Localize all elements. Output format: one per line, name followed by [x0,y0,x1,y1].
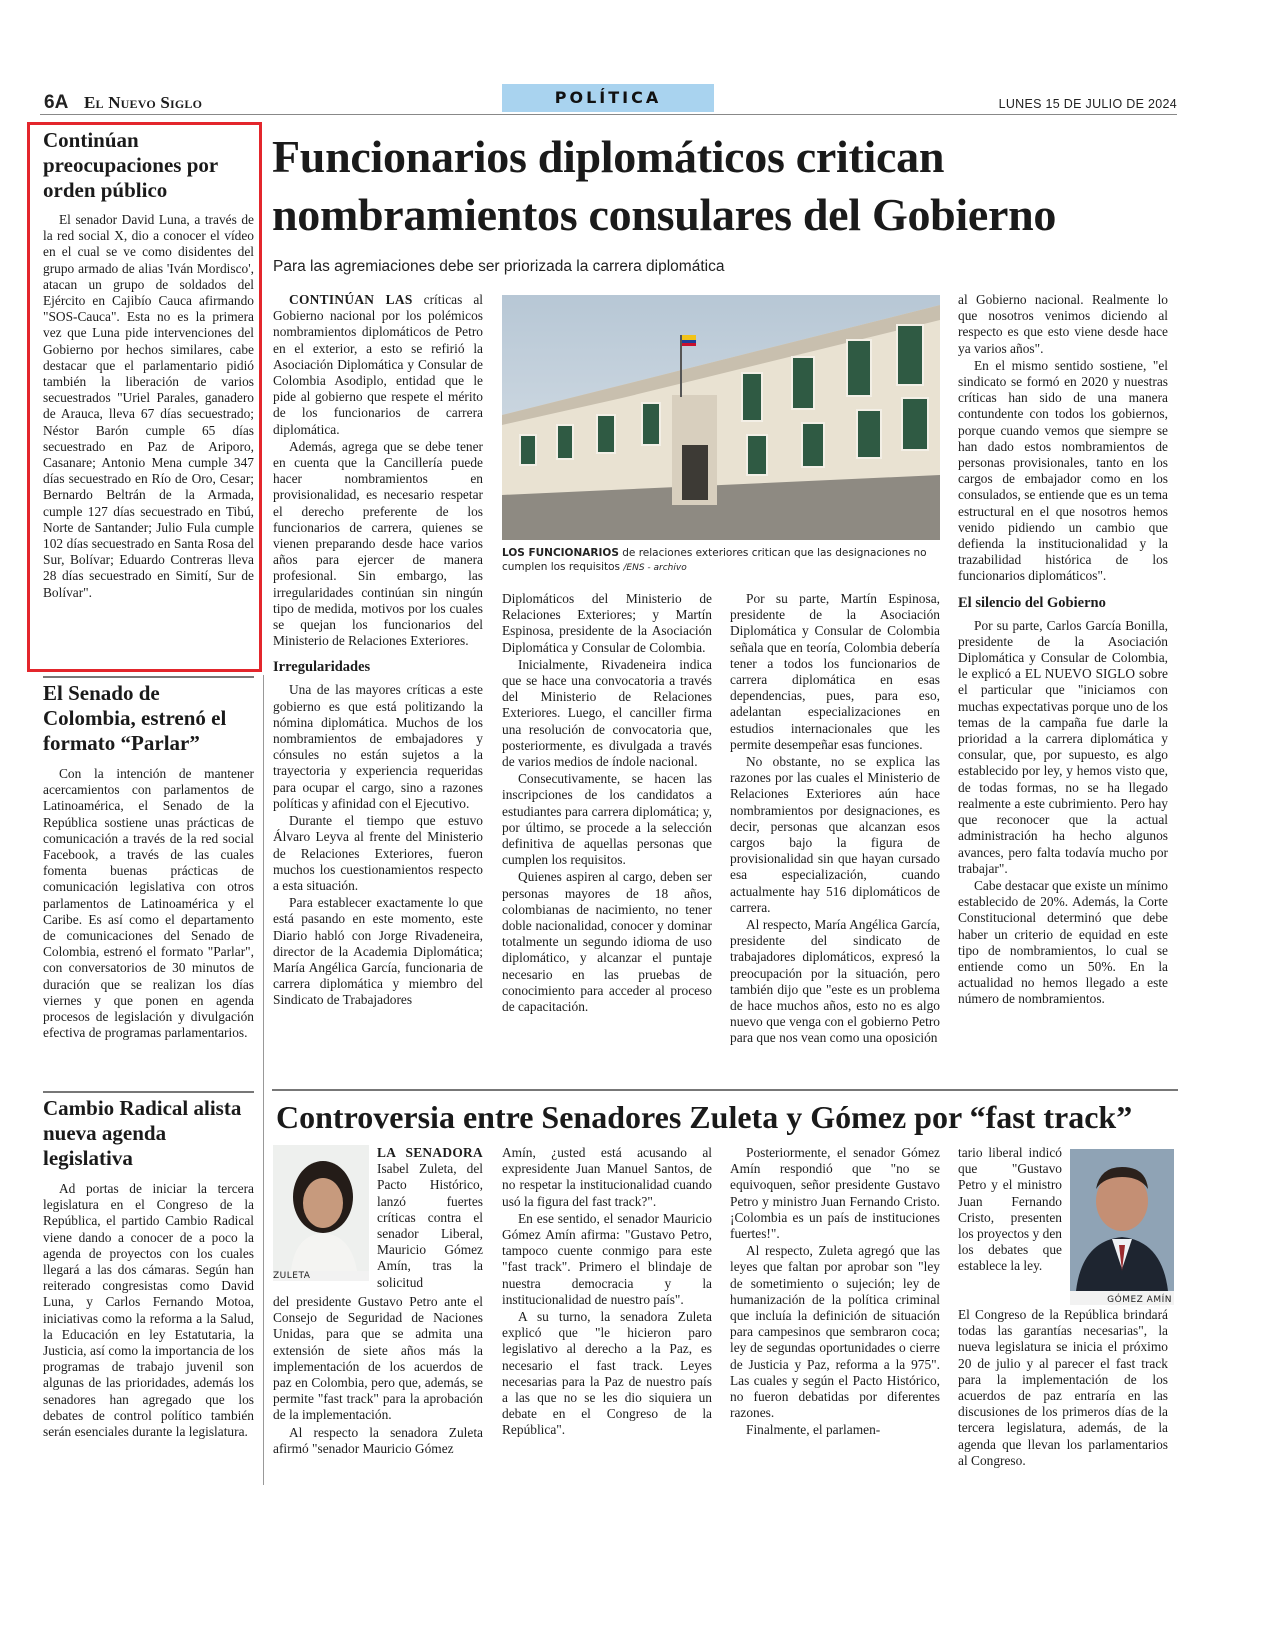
sidebar-story-cambio-radical [43,1096,254,1440]
bottom-column-1-continued [273,1294,483,1457]
section-band [502,84,714,112]
body-paragraph: Finalmente, el parlamen- [746,1422,881,1438]
body-paragraph: del presidente Gustavo Petro ante el Consejo de Seguridad de Naciones Unidas, para que se admita una extensión de siete años más la implementación de los acuerdos de paz en Colombia, pero que, además, se permite "fast track" para la aprobación de la implementación. [273,1294,483,1423]
body-paragraph: En el mismo sentido sostiene, "el sindicato se formó en 2020 y nuestras críticas han sido de una manera contundente con todos los gobiernos, porque cuando vemos que siempre se han dado estos nombramientos de personas provisionales, tanto en los cargos de embajador como en los consulados, se entiende que es un tema estructural en el que nosotros hemos venido pidiendo un cambio que defienda la institucionalidad y la trazabilidad histórica de los funcionarios diplomáticos". [958,357,1168,584]
body-paragraph: Diplomáticos del Ministerio de Relaciones Exteriores; y Martín Espinosa, presidente de la Asociación Diplomática y Consular de Colombia. [502,591,712,655]
lead-text: críticas al Gobierno nacional por los polémicos nombramientos diplomáticos de Petro en el exterior, a esto se refirió la Asociación Diplomática y Consular de Colombia Asodiplo, entidad que le pide al gobierno que respete el mérito de los funcionarios de carrera diplomática. [273,292,483,437]
subhead-silencio: El silencio del Gobierno [958,594,1106,611]
bottom-column-3 [730,1145,940,1439]
body-paragraph: Una de las mayores críticas a este gobierno es que está politizando la nómina diplomática. Muchos de los nombramientos de embajadores y cónsules no están sujetos a la trayectoria y experiencia requeridas para ocupar el cargo, sino a razones políticas y afinidad con el Ejecutivo. [273,682,483,811]
gomez-photo [1070,1149,1174,1305]
section-label: POLÍTICA [554,88,662,107]
caption-lead: LOS FUNCIONARIOS [502,547,619,559]
main-column-1 [273,292,483,1009]
story-body: El senador David Luna, a través de la red social X, dio a conocer el vídeo en el cual se ve como disidentes del grupo armado de alias 'Iván Mordisco', atacan un grupo de soldados del Ejército en Cajibío Cauca afirmando "SOS-Cauca". Esta no es la primera vez que Luna pide intervenciones del Gobierno por hechos similares, cabe destacar que el parlamentario pidió también la liberación de varios secuestrados "Uriel Parales, ganadero de Arauca, lleva 67 días secuestrado; Néstor Barón cumple 65 días secuestrado en Paz de Ariporo, Casanare; Antonio Mena cumple 347 días secuestrado en Río de Oro, Cesar; Bernardo Beltrán de la Armada, cumple 127 días secuestrado en Tibú, Norte de Santander; Julio Fula cumple 102 días secuestrado en Santa Rosa del Sur, Bolívar; Eduardo Contreras lleva 28 días secuestrado en Simití, Sur de Bolívar". [43,212,254,600]
body-paragraph: Quienes aspiren al cargo, deben ser personas mayores de 18 años, colombianas de nacimiento, no tener doble nacionalidad, conocer y dominar totalmente un segundo idioma de uso diplomático, y alcanzar el puntaje necesario en las pruebas de conocimiento para acceder al proceso de capacitación. [502,869,712,1015]
zuleta-photo [273,1145,369,1281]
bottom-column-2 [502,1145,712,1439]
gomez-label: GÓMEZ AMÍN [1107,1295,1172,1305]
body-paragraph: Por su parte, Carlos García Bonilla, presidente de la Asociación Diplomática y Consular de Colombia, le explicó a EL NUEVO SIGLO sobre el particular que "iniciamos con muchas expectativas porque uno de los temas de la campaña fue darle la prioridad a la carrera diplomática y consular, que, por supuesto, es algo establecido por ley, y hemos visto que, de todas formas, no se ha llegado realmente a este cubrimiento. Pero hay que reconocer que la actual administración ha hecho algunos avances, pero falta todavía mucho por trabajar". [958,617,1168,876]
page-date: LUNES 15 DE JULIO DE 2024 [998,97,1177,111]
bottom-headline: Controversia entre Senadores Zuleta y Gómez por “fast track” [276,1099,1133,1135]
story-body: Ad portas de iniciar la tercera legislatura en el Congreso de la República, el partido Cambio Radical viene dando a conocer de a poco la agenda de proyectos con los cuales llegará a las dos cámaras. Según han reiterado congresistas como David Luna, y Carlos Fernando Motoa, iniciativas como la reforma a la Salud, la Educación en ley Estatutaria, la Justicia, así como la importancia de los programas de trabajo juvenil son algunas de las prioridades, además los senadores han agregado que los debates de control político también serán esenciales durante la legislatura. [43,1181,254,1440]
body-paragraph: Inicialmente, Rivadeneira indica que se hace una convocatoria a través del Ministerio de Relaciones Exteriores. Luego, el canciller firma una resolución de convocatoria que, posteriormente, es divulgada a través de varios medios de índole nacional. [502,656,712,770]
sidebar-story-senado-parlar [43,681,254,1041]
body-paragraph: Amín, ¿usted está acusando al expresidente Juan Manuel Santos, de no respetar la institucionalidad cuando usó la figura del fast track?". [502,1145,712,1209]
bottom-lead-paragraph [377,1145,483,1291]
body-paragraph: A su turno, la senadora Zuleta explicó que "le hicieron paro legislativo al derecho a la Paz, es necesario el fast track. Leyes necesarias para la Paz de nuestro país a las que no se les dio siquiera un debate en el Congreso de la República". [502,1309,712,1438]
body-paragraph: Además, agrega que se debe tener en cuenta que la Cancillería puede hacer nombramientos en provisionalidad, es necesario respetar el derecho preferente de los funcionarios de carrera, quienes se vienen preparando desde hace varios años para ejercer de manera profesional. Sin embargo, las irregularidades continúan sin ningún tipo de medida, motivos por los cuales se quejan los funcionarios del Ministerio de Relaciones Exteriores. [273,438,483,649]
body-paragraph: Cabe destacar que existe un mínimo establecido de 20%. Además, la Corte Constitucional determinó que debe haber un criterio de equidad en este tipo de nombramientos, lo cual se entiende como un 50%. En la actualidad no hemos llegado a este número de nombramientos. [958,877,1168,1007]
header-rule [40,114,1177,115]
body-paragraph: Por su parte, Martín Espinosa, presidente de la Asociación Diplomática y Consular de Colombia señala que en teoría, Colombia debería tener a todos los funcionarios de carrera diplomática en esas dependencias, pues, para eso, adelantan especializaciones en estudios internacionales que les permite desempeñar esas funciones. [730,591,940,752]
sidebar-story-orden-publico [43,128,254,601]
photo-credit: /ENS - archivo [623,563,687,573]
body-paragraph: al Gobierno nacional. Realmente lo que nosotros venimos diciendo al respecto es que esto viene desde hace ya varios años". [958,292,1168,356]
body-paragraph: Al respecto, Zuleta agregó que las leyes que faltan por aprobar son "ley de sometimiento o sujeción; ley de humanización de la política criminal que incluía la definición de situación para campesinos que sembraron coca; ley de segundas oportunidades o cierre de Justicia y Paz, reforma a la 975". Las cuales y según el Pacto Histórico, no fueron debatidas por diferentes razones. [730,1243,940,1421]
body-paragraph: El Congreso de la República brindará todas las garantías necesarias", la nueva legislatura se inicia el próximo 20 de julio y al parecer el fast track para la implementación de los acuerdos de paz entraría en las discusiones de los primeros días de la tercera legislatura, además, de la agenda que llevan los parlamentarios al Congreso. [958,1307,1168,1468]
caption-text: de relaciones exteriores critican que las designaciones no cumplen los requisitos [502,547,927,573]
body-paragraph: No obstante, no se explica las razones por las cuales el Ministerio de Relaciones Exteriores aún hace nombramientos por designaciones, es decir, personas que alcanzan esos cargos bajo la figura de provisionalidad sin que hayan cursado esa especialización, cuando actualmente hay 516 diplomáticos de carrera. [730,754,940,915]
body-paragraph: tario liberal indicó que "Gustavo Petro y el ministro Juan Fernando Cristo, presenten los proyectos y den los debates que establece la ley. [958,1145,1062,1274]
lead-text: Isabel Zuleta, del Pacto Histórico, lanzó fuertes críticas contra el senador Liberal, Mauricio Gómez Amín, tras la solicitud [377,1161,483,1290]
main-column-2 [502,591,712,1015]
body-paragraph: Al respecto la senadora Zuleta afirmó "senador Mauricio Gómez [273,1424,483,1456]
body-paragraph: Consecutivamente, se hacen las inscripciones de los candidatos a estudiantes para carrera diplomática; y, por último, se procede a la selección definitiva de aquellas personas que cumplen los requisitos. [502,771,712,868]
body-paragraph: Durante el tiempo que estuvo Álvaro Leyva al frente del Ministerio de Relaciones Exteriores, fueron muchos los cuestionamientos respecto a esta situación. [273,813,483,893]
story-title: El Senado de Colombia, estrenó el formato “Parlar” [43,681,227,755]
body-paragraph: Al respecto, María Angélica García, presidente del sindicato de trabajadores diplomáticos, expresó la preocupación por la situación, pero también dijo que "este es un problema de hace muchos años, esto no es algo nuevo que venga con el gobierno Petro para que nos vean como una oposición [730,917,940,1046]
story-title: Cambio Radical alista nueva agenda legislativa [43,1096,242,1170]
photo-caption [502,546,942,575]
column-divider-vertical [263,675,264,1485]
masthead-logo: El Nuevo Siglo [84,93,203,112]
building-photo-illustration [502,295,940,540]
body-paragraph: Para establecer exactamente lo que está pasando en este momento, este Diario habló con Jorge Rivadeneira, director de la Academia Diplomática; María Angélica García, funcionaria de carrera diplomática y miembro del Sindicato de Trabajadores [273,895,483,1008]
body-paragraph: Posteriormente, el senador Gómez Amín respondió que "no se equivoquen, señor presidente Gustavo Petro y ministro Juan Fernando Cristo. ¡Colombia es un país de instituciones fuertes!". [730,1145,940,1242]
sidebar-divider [43,676,254,678]
bottom-column-4 [958,1307,1168,1469]
sidebar-divider [43,1091,254,1093]
zuleta-portrait [273,1145,369,1271]
main-headline: Funcionarios diplomáticos critican nombramientos consulares del Gobierno [272,131,1057,240]
main-lead-paragraph [273,292,483,438]
story-title: Continúan preocupaciones por orden público [43,128,218,202]
story-body: Con la intención de mantener acercamientos con parlamentos de Latinoamérica, el Senado de la República sostiene unas prácticas de comunicación a través de la red social Facebook, a través de las cuales fomenta buenas prácticas de comunicación legislativa con otros parlamentos de Latinoamérica y el Caribe. Es así como el departamento de comunicaciones del Senado de Colombia, estrenó el formato "Parlar", con conversatorios de 30 minutos de duración que se realizan los días viernes y que ponen en agenda procesos de legislación y divulgación efectiva de programas parlamentarios. [43,766,254,1041]
main-column-3 [730,591,940,1047]
lead-caps: CONTINÚAN LAS [289,292,413,307]
bottom-column-4-wrap [958,1145,1062,1275]
lead-caps: LA SENADORA [377,1145,483,1160]
subhead-irregularidades: Irregularidades [273,659,371,676]
main-photo [502,295,940,540]
page-number: 6A [44,92,69,113]
zuleta-label: ZULETA [273,1271,311,1281]
story-divider-horizontal [272,1089,1178,1091]
main-column-4 [958,292,1168,1008]
body-paragraph: En ese sentido, el senador Mauricio Gómez Amín afirma: "Gustavo Petro, tampoco cuente conmigo para este "fast track". Primero el blindaje de nuestra democracia y la institucionalidad de nuestro país". [502,1210,712,1307]
bottom-column-1 [377,1145,483,1291]
main-subheadline: Para las agremiaciones debe ser priorizada la carrera diplomática [273,258,725,275]
gomez-portrait [1070,1149,1174,1291]
